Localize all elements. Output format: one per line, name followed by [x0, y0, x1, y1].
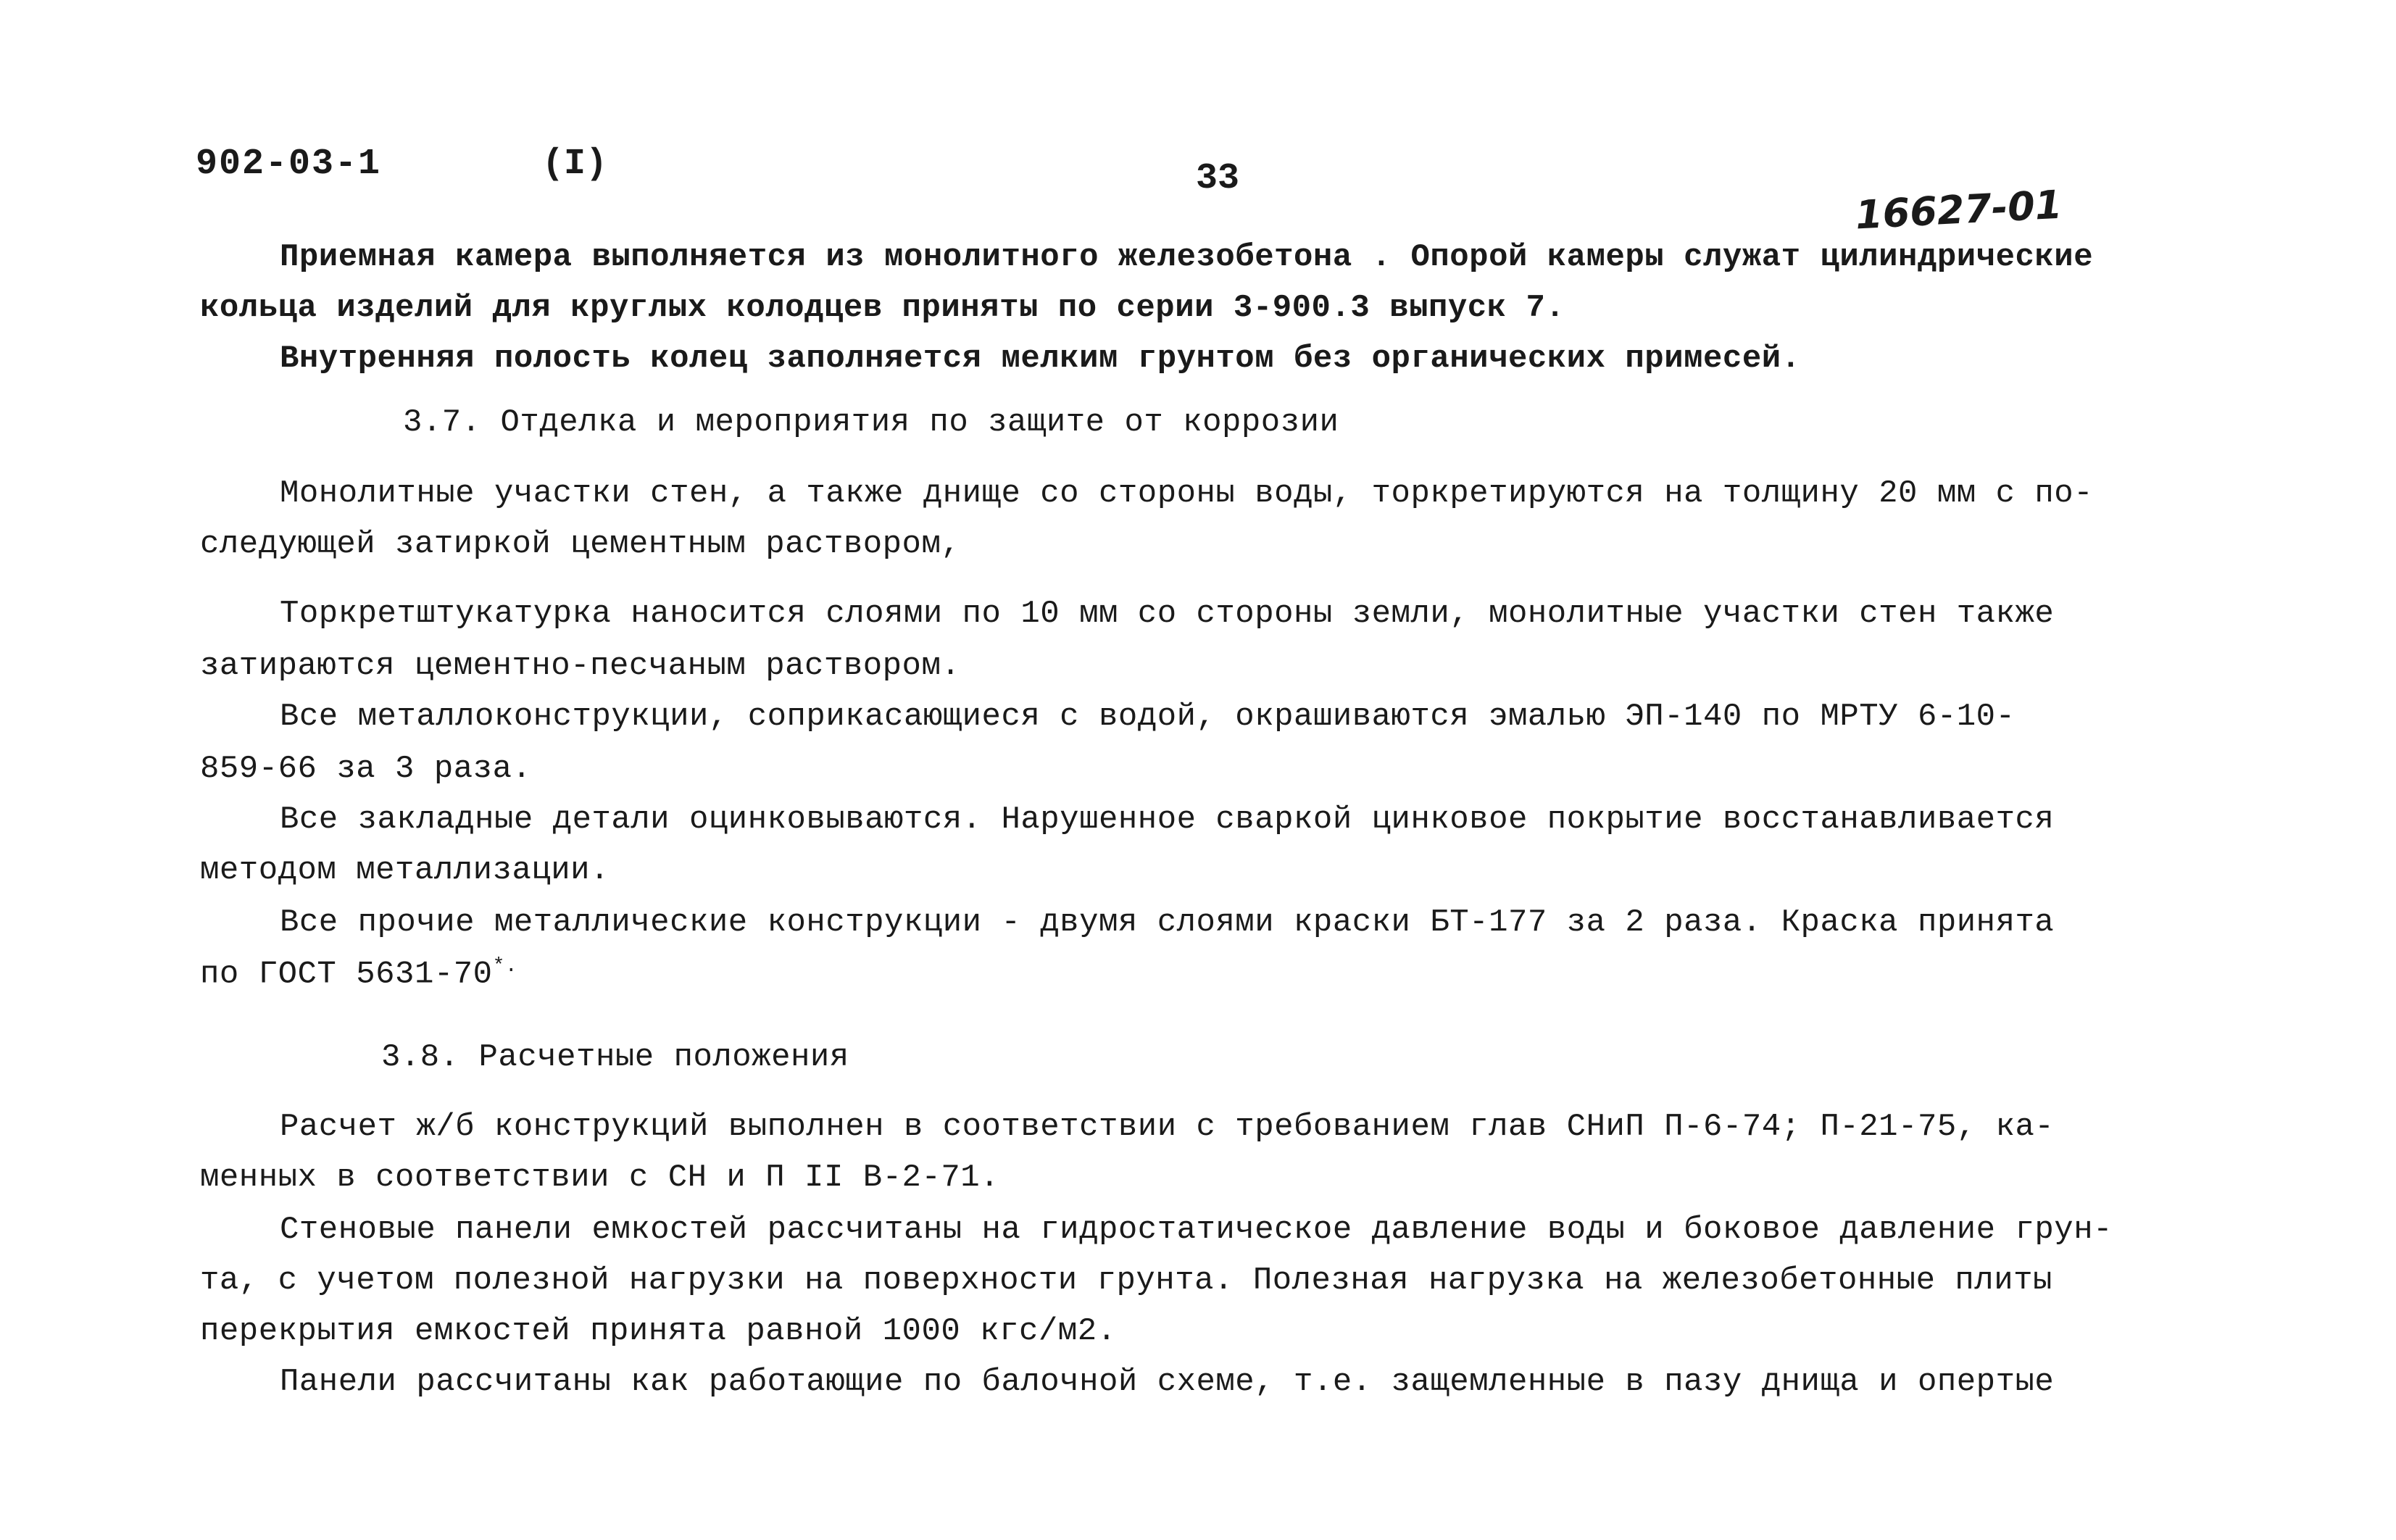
text-line: Расчет ж/б конструкций выполнен в соответствии с требованием глав СНиП П-6-74; П-21-75, ка-: [280, 1109, 2055, 1145]
text-line: Все прочие металлические конструкции - двумя слоями краски БТ-177 за 2 раза. Краска принята: [280, 904, 2055, 941]
text-line: Внутренняя полость колец заполняется мелким грунтом без органических примесей.: [280, 341, 1801, 377]
section-heading: 3.8. Расчетные положения: [381, 1039, 849, 1075]
document-part: (I): [542, 143, 608, 185]
section-heading: 3.7. Отделка и мероприятия по защите от коррозии: [403, 404, 1339, 441]
gost-suffix: *.: [492, 955, 518, 978]
text-line: 859-66 за 3 раза.: [200, 751, 532, 787]
text-line: менных в соответствии с СН и П II В-2-71.: [200, 1160, 1000, 1196]
text-line: Панели рассчитаны как работающие по балочной схеме, т.е. защемленные в пазу днища и опертые: [280, 1364, 2055, 1400]
gost-reference: по ГОСТ 5631-70: [200, 956, 493, 993]
text-line: та, с учетом полезной нагрузки на поверхности грунта. Полезная нагрузка на железобетонные плиты: [200, 1262, 2052, 1299]
text-line: [200, 955, 517, 993]
text-line: Монолитные участки стен, а также днище со стороны воды, торкретируются на толщину 20 мм с по-: [280, 475, 2094, 512]
document-code: 902-03-1: [196, 143, 382, 185]
text-line: затираются цементно-песчаным раствором.: [200, 648, 961, 684]
text-line: Все металлоконструкции, соприкасающиеся с водой, окрашиваются эмалью ЭП-140 по МРТУ 6-10-: [280, 699, 2016, 735]
text-line: перекрытия емкостей принята равной 1000 кгс/м2.: [200, 1313, 1117, 1349]
text-line: Стеновые панели емкостей рассчитаны на гидростатическое давление воды и боковое давление грун-: [280, 1212, 2113, 1248]
text-line: Торкретштукатурка наносится слоями по 10 мм со стороны земли, монолитные участки стен также: [280, 596, 2055, 632]
handwritten-stamp: 16627-01: [1854, 181, 2063, 238]
text-line: методом металлизации.: [200, 852, 610, 888]
text-line: Все закладные детали оцинковываются. Нарушенное сваркой цинковое покрытие восстанавливается: [280, 802, 2055, 838]
text-line: Приемная камера выполняется из монолитного железобетона . Опорой камеры служат цилиндрические: [280, 239, 2094, 275]
text-line: следующей затиркой цементным раствором,: [200, 526, 961, 562]
page-number: 33: [1196, 158, 1240, 199]
text-line: кольца изделий для круглых колодцев приняты по серии 3-900.3 выпуск 7.: [200, 290, 1565, 326]
